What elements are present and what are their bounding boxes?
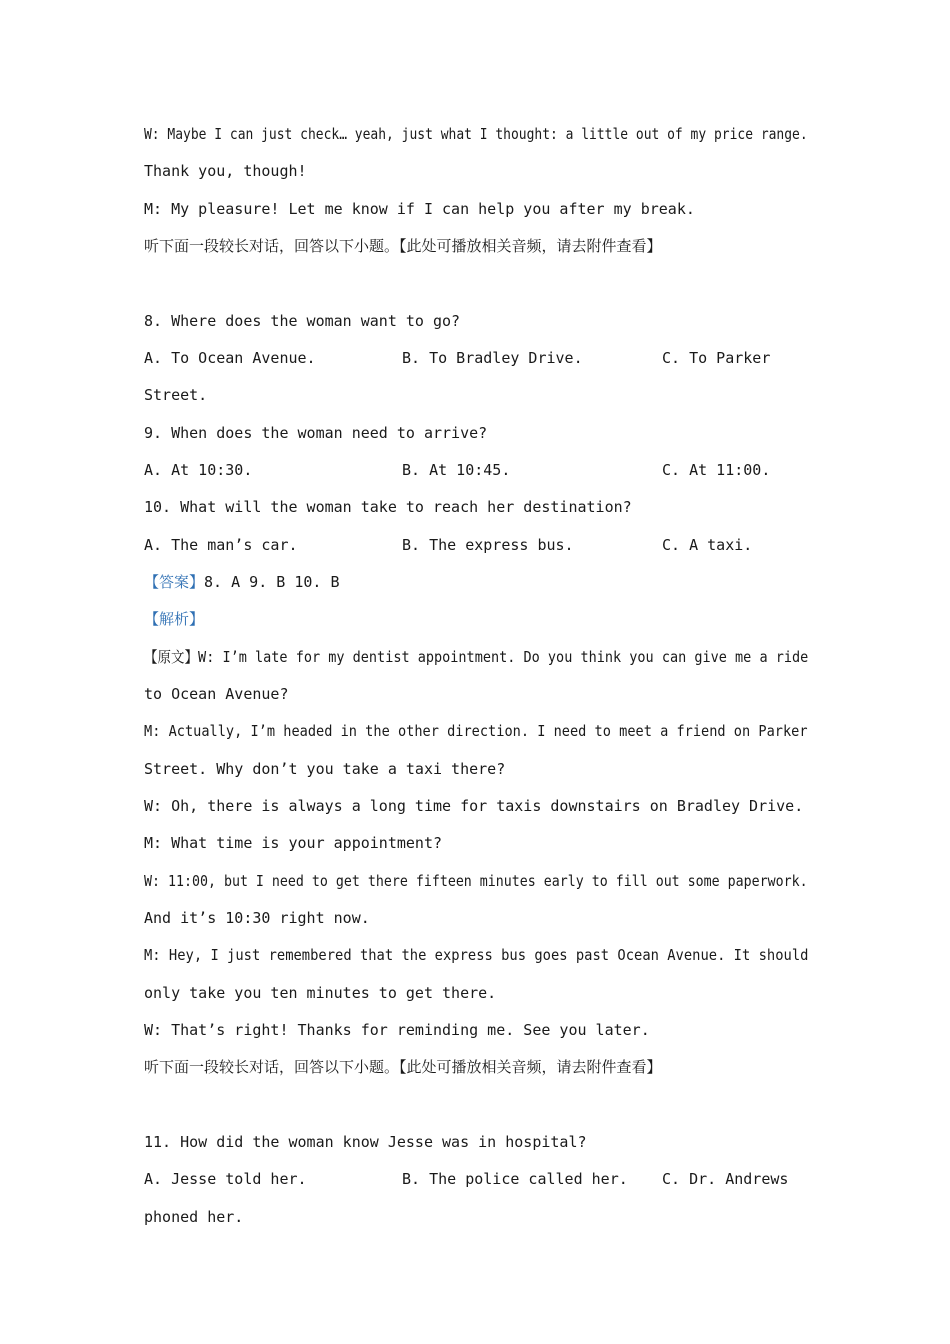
option-8b: B. To Bradley Drive.: [402, 349, 583, 367]
transcript-line: And it’s 10:30 right now.: [144, 909, 370, 927]
dialogue-line: M: My pleasure! Let me know if I can help you after my break.: [144, 200, 695, 218]
option-8c-continued: Street.: [144, 386, 208, 404]
question-8: 8. Where does the woman want to go?: [144, 312, 461, 330]
transcript-line: M: Hey, I just remembered that the express bus goes past Ocean Avenue. It should: [144, 946, 809, 964]
answer-tag: 【答案】: [144, 573, 205, 591]
dialogue-line: Thank you, though!: [144, 162, 307, 180]
option-11c-continued: phoned her.: [144, 1208, 244, 1226]
option-8a: A. To Ocean Avenue.: [144, 349, 316, 367]
answer-text: 8. A 9. B 10. B: [204, 573, 340, 591]
transcript-line: M: What time is your appointment?: [144, 834, 443, 852]
question-9: 9. When does the woman need to arrive?: [144, 424, 488, 442]
transcript-line: W: That’s right! Thanks for reminding me. See you later.: [144, 1021, 650, 1039]
answer-line: [144, 572, 339, 592]
question-11: 11. How did the woman know Jesse was in hospital?: [144, 1133, 587, 1151]
section-instruction: 听下面一段较长对话，回答以下小题。【此处可播放相关音频，请去附件查看】: [144, 237, 662, 255]
option-9b: B. At 10:45.: [402, 461, 511, 479]
option-9a: A. At 10:30.: [144, 461, 253, 479]
option-10b: B. The express bus.: [402, 536, 574, 554]
option-9c: C. At 11:00.: [662, 461, 771, 479]
dialogue-line: W: Maybe I can just check… yeah, just what I thought: a little out of my price range.: [144, 125, 808, 143]
section-instruction: 听下面一段较长对话，回答以下小题。【此处可播放相关音频，请去附件查看】: [144, 1058, 662, 1076]
transcript-line: M: Actually, I’m headed in the other direction. I need to meet a friend on Parker: [144, 722, 808, 740]
analysis-tag: 【解析】: [144, 610, 205, 628]
transcript-line: W: 11:00, but I need to get there fifteen minutes early to fill out some paperwork.: [144, 872, 808, 890]
option-10c: C. A taxi.: [662, 536, 753, 554]
option-8c: C. To Parker: [662, 349, 771, 367]
question-10: 10. What will the woman take to reach her destination?: [144, 498, 632, 516]
transcript-line: to Ocean Avenue?: [144, 685, 289, 703]
transcript-line: 【原文】W: I’m late for my dentist appointment. Do you think you can give me a ride: [144, 648, 809, 666]
option-11c: C. Dr. Andrews: [662, 1170, 789, 1188]
transcript-line: Street. Why don’t you take a taxi there?: [144, 760, 506, 778]
option-11a: A. Jesse told her.: [144, 1170, 307, 1188]
option-10a: A. The man’s car.: [144, 536, 298, 554]
transcript-line: W: Oh, there is always a long time for taxis downstairs on Bradley Drive.: [144, 797, 804, 815]
option-11b: B. The police called her.: [402, 1170, 628, 1188]
transcript-line: only take you ten minutes to get there.: [144, 984, 497, 1002]
